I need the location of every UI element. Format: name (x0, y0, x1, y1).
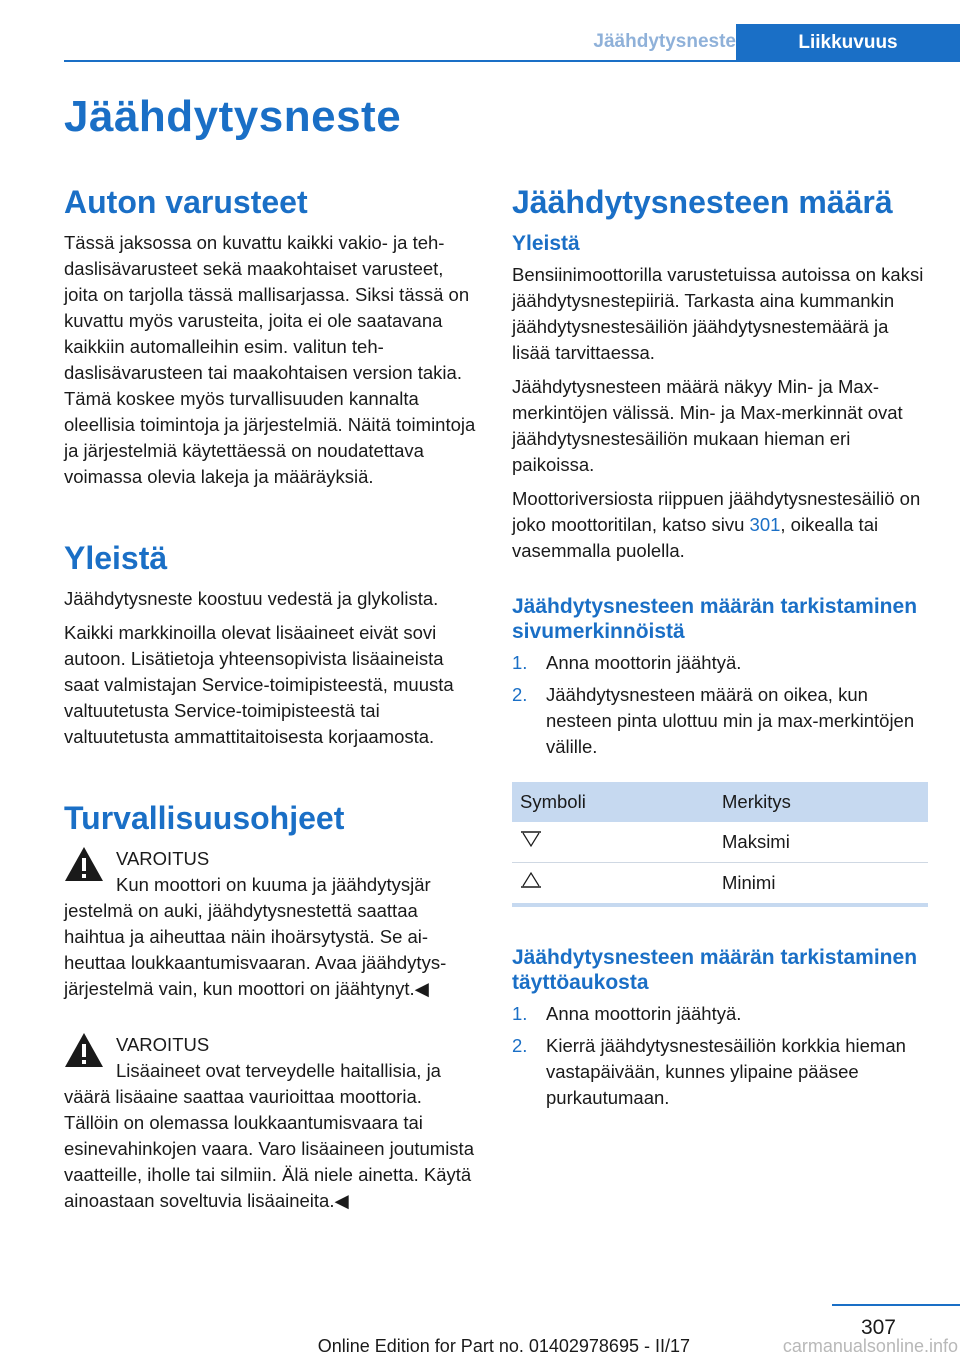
check-steps (512, 650, 928, 760)
table-header: Symboli (512, 782, 714, 822)
paragraph-text: Moottoriversiosta riippuen jäähdytysnestesäiliö on joko moottoritilan, katso sivu (512, 488, 921, 535)
table-row (512, 863, 928, 906)
check-heading: Jäähdytysnesteen määrän tarkistaminen sivumerkinnöistä (512, 595, 918, 643)
warning-first-line: Kun moottori on kuuma ja jäähdytysjär (116, 874, 431, 895)
general-heading: Yleistä (64, 540, 168, 576)
table-header-row (512, 782, 928, 822)
fill-steps (512, 1001, 928, 1111)
list-item (512, 1033, 928, 1111)
symbol-table (512, 782, 928, 907)
step-number: 1. (512, 652, 528, 673)
warning-text: väärä lisäaine saattaa vaurioittaa moottoria. Tällöin on olemassa loukkaantumisvaara tai esinevahinkojen vaara. Varo lisäaineen joutumista vaatteille, iholle tai silmiin. Älä niele ainetta. Käytä ainoastaan soveltuvia lisäaineita.◀ (64, 1086, 474, 1211)
warning-box (64, 1032, 480, 1214)
step-text: Anna moottorin jäähtyä. (546, 1003, 742, 1024)
amount-paragraph-1: Bensiinimoottorilla varustetuissa autoissa on kaksi jäähdytysnestepiiriä. Tarkasta aina kummankin jäähdytysnestesäiliön jäähdytysnestemäärä ja lisää tarvittaessa. (512, 264, 924, 363)
edition-text: Online Edition for Part no. 01402978695 - II/17 (317, 1336, 690, 1356)
warning-label: VAROITUS (116, 1034, 210, 1055)
footer-rule (832, 1304, 960, 1306)
page-link[interactable]: 301 (749, 514, 781, 535)
page-title: Jäähdytysneste (64, 92, 402, 141)
page-header (64, 24, 960, 62)
header-rule (64, 60, 960, 62)
header-section-title: Jäähdytysneste (593, 31, 736, 52)
table-cell (512, 822, 714, 863)
min-mark-icon (520, 871, 542, 889)
table-cell (512, 863, 714, 906)
paragraph-text: , oikealla tai vasemmalla puolella. (512, 514, 879, 561)
step-number: 2. (512, 1035, 528, 1056)
table-row (512, 822, 928, 863)
amount-paragraph-2: Jäähdytysnesteen määrä näkyy Min- ja Max-merkintöjen välissä. Min- ja Max-merkinnät ovat jäähdytysnestesäiliön mukaan hieman eri paikoissa. (512, 376, 903, 475)
header-chapter-tab[interactable]: Liikkuvuus (736, 24, 960, 62)
list-item (512, 650, 928, 676)
right-column (512, 180, 928, 1119)
warning-first-line: Lisäaineet ovat terveydelle haitallisia, ja (116, 1060, 441, 1081)
step-text: Jäähdytysnesteen määrä on oikea, kun nesteen pinta ulottuu min ja max-merkintöjen välille. (546, 684, 915, 757)
table-header: Merkitys (714, 782, 928, 822)
general-subheading: Yleistä (512, 232, 580, 255)
list-item (512, 682, 928, 760)
watermark: carmanualsonline.info (782, 1336, 958, 1356)
page-number: 307 (860, 1316, 896, 1339)
step-number: 1. (512, 1003, 528, 1024)
general-paragraph-1: Jäähdytysneste koostuu vedestä ja glykolista. (64, 588, 439, 609)
list-item (512, 1001, 928, 1027)
equipment-text: Tässä jaksossa on kuvattu kaikki vakio- ja tehdaslisävarusteet sekä maakohtaiset varusteet, joita on tarjolla tässä mallisarjassa. Siksi tässä on kuvattu myös varusteita, joita ei ole saatavana kaikkiin automalleihin esim. valitun tehdaslisävarusteen tai maakohtaisen version takia. Tämä koskee myös turvallisuuden kannalta oleellisia toimintoja ja järjestelmiä. Näitä toimintoja ja järjestelmiä käytettäessä on noudatettava voimassa olevia lakeja ja määräyksiä. (64, 232, 476, 487)
amount-heading: Jäähdytysnesteen määrä (512, 184, 893, 220)
warning-triangle-icon (64, 846, 104, 882)
step-number: 2. (512, 684, 528, 705)
table-cell: Maksimi (714, 822, 928, 863)
amount-paragraph-3 (512, 486, 928, 564)
warning-label: VAROITUS (116, 848, 210, 869)
equipment-heading: Auton varusteet (64, 184, 308, 220)
step-text: Anna moottorin jäähtyä. (546, 652, 742, 673)
step-text: Kierrä jäähdytysnestesäiliön korkkia hieman vastapäivään, kunnes ylipaine pääsee purkautumaan. (546, 1035, 906, 1108)
max-mark-icon (520, 830, 542, 848)
warning-triangle-icon (64, 1032, 104, 1068)
table-cell: Minimi (714, 863, 928, 906)
left-column (64, 180, 480, 1222)
warning-text: jestelmä on auki, jäähdytysnestettä saattaa haihtua ja aiheuttaa näin ihoärsytystä. Se aiheuttaa loukkaantumisvaaran. Avaa jäähdytysjärjestelmä vain, kun moottori on jäähtynyt.◀ (64, 900, 447, 999)
general-paragraph-2: Kaikki markkinoilla olevat lisäaineet eivät sovi autoon. Lisätietoja yhteensopivista lisäaineista saat valmistajan Service-toimipisteestä, muusta valtuutetusta Service-toimipisteestä tai valtuutetusta ammattitaitoisesta korjaamosta. (64, 622, 454, 747)
fill-heading: Jäähdytysnesteen määrän tarkistaminen täyttöaukosta (512, 946, 918, 994)
warning-box (64, 846, 480, 1002)
safety-heading: Turvallisuusohjeet (64, 800, 345, 836)
